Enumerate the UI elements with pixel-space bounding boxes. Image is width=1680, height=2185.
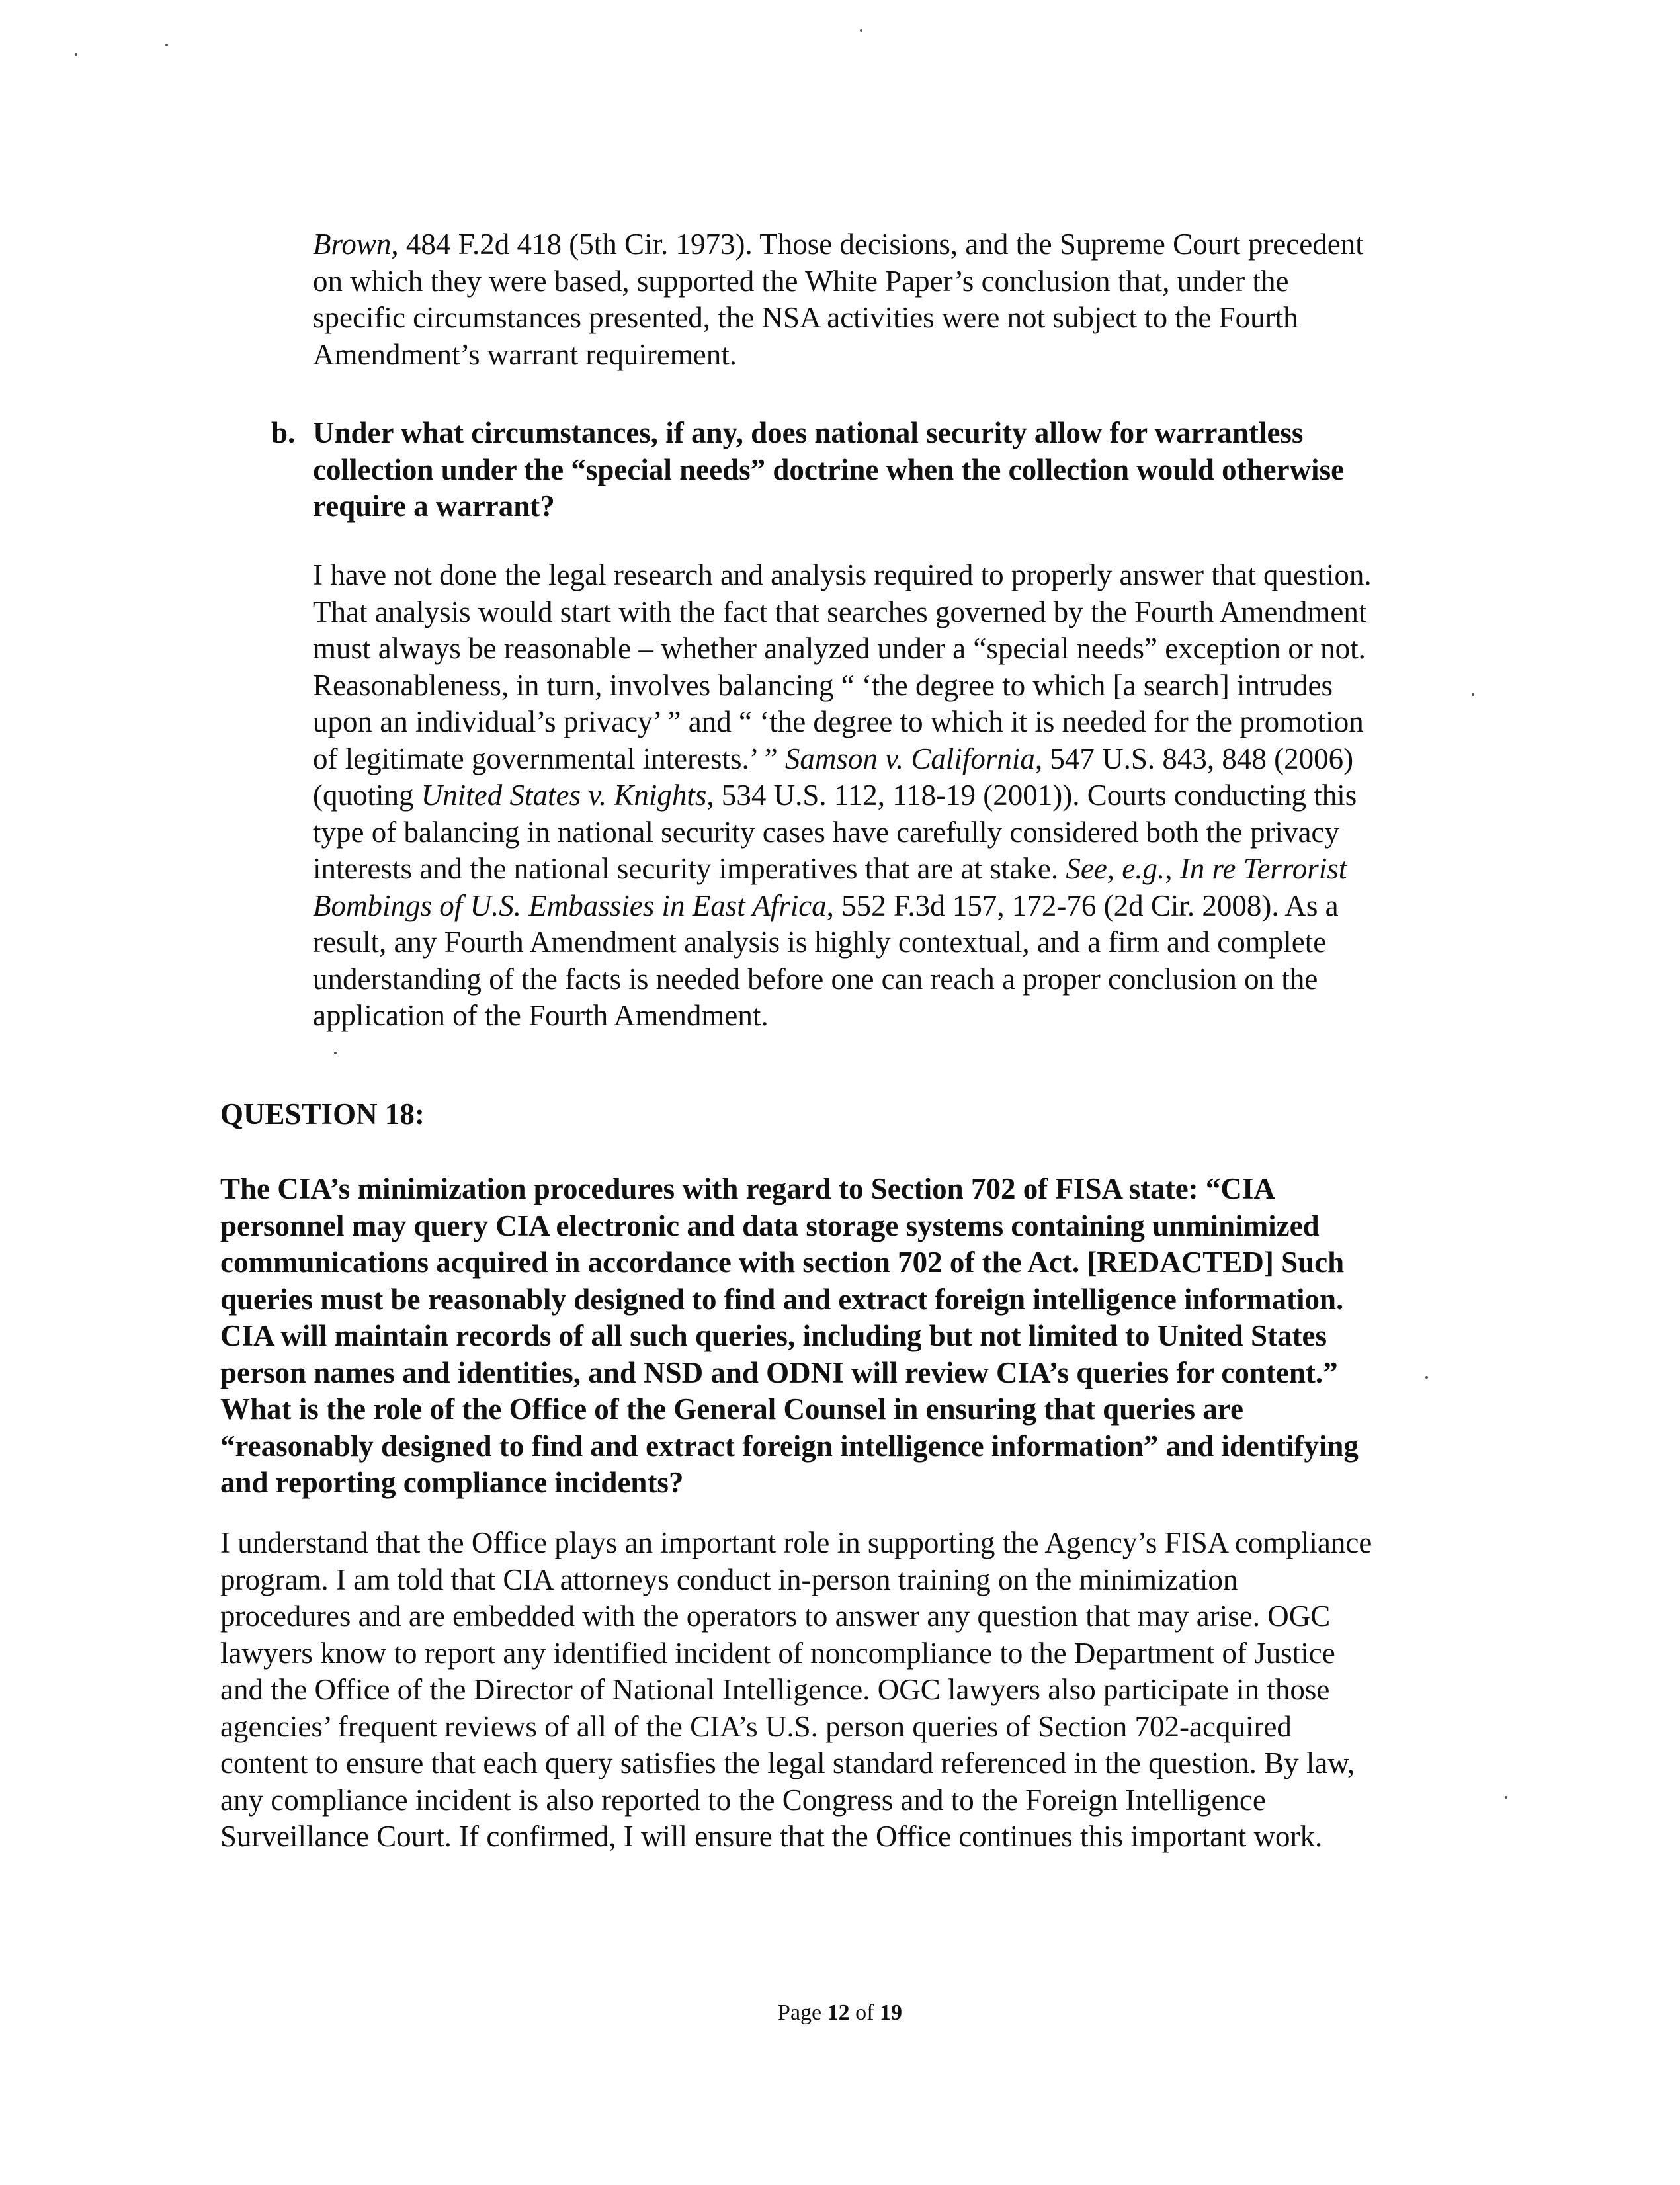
text-line: must always be reasonable – whether analyzed under a “special needs” exception or not. <box>313 632 1366 665</box>
page-word: Page <box>778 2000 822 2025</box>
line-text: , 552 F.3d 157, 172-76 (2d Cir. 2008). As a <box>826 888 1339 922</box>
text-line: lawyers know to report any identified incident of noncompliance to the Department of Justice <box>220 1636 1335 1670</box>
line-text: , 534 U.S. 112, 118-19 (2001)). Courts conducting this <box>706 779 1357 812</box>
scan-speck <box>1505 1796 1507 1799</box>
case-name: United States v. Knights <box>421 779 707 812</box>
text-line: That analysis would start with the fact that searches governed by the Fourth Amendment <box>313 595 1367 628</box>
text-line: What is the role of the Office of the General Counsel in ensuring that queries are <box>220 1392 1243 1426</box>
text-line: understanding of the facts is needed before one can reach a proper conclusion on the <box>313 962 1318 996</box>
text-line: upon an individual’s privacy’ ” and “ ‘the degree to which it is needed for the promotion <box>313 705 1364 738</box>
text-line <box>313 741 1372 778</box>
of-word: of <box>855 2000 874 2025</box>
question-b-text <box>313 415 1344 525</box>
line-text: interests and the national security imperatives that are at stake. <box>313 852 1066 885</box>
text-line: I understand that the Office plays an important role in supporting the Agency’s FISA compliance <box>220 1526 1372 1559</box>
text-line: person names and identities, and NSD and ODNI will review CIA’s queries for content.” <box>220 1355 1338 1389</box>
scan-speck <box>1472 693 1474 696</box>
scan-speck <box>75 53 77 56</box>
citation-signal: See, e.g. <box>1066 852 1165 885</box>
case-name: Bombings of U.S. Embassies in East Africa <box>313 888 827 922</box>
scan-speck <box>334 1052 337 1054</box>
text-line: The CIA’s minimization procedures with regard to Section 702 of FISA state: “CIA <box>220 1172 1275 1205</box>
current-page: 12 <box>827 2000 850 2025</box>
question-b-marker: b. <box>271 416 296 449</box>
case-name: Brown <box>313 228 392 261</box>
text-line: Surveillance Court. If confirmed, I will ensure that the Office continues this important work. <box>220 1820 1323 1853</box>
text-line: content to ensure that each query satisfies the legal standard referenced in the question. By law, <box>220 1746 1355 1779</box>
text-line <box>313 226 1364 263</box>
text-line: queries must be reasonably designed to find and extract foreign intelligence information. <box>220 1282 1344 1316</box>
text-line: Amendment’s warrant requirement. <box>313 337 737 371</box>
text-line: Under what circumstances, if any, does national security allow for warrantless <box>313 416 1304 449</box>
line-text: , 547 U.S. 843, 848 (2006) <box>1034 742 1354 775</box>
answer-18 <box>220 1525 1372 1856</box>
text-line: collection under the “special needs” doctrine when the collection would otherwise <box>313 452 1345 486</box>
top-paragraph <box>313 226 1364 373</box>
text-line: result, any Fourth Amendment analysis is highly contextual, and a firm and complete <box>313 925 1327 959</box>
case-name: In re Terrorist <box>1179 852 1347 885</box>
text-line: application of the Fourth Amendment. <box>313 999 769 1032</box>
text-line: Reasonableness, in turn, involves balancing “ ‘the degree to which [a search] intrudes <box>313 668 1333 702</box>
scan-speck <box>1425 1376 1428 1379</box>
question-18-text <box>220 1171 1359 1502</box>
text-line: communications acquired in accordance with section 702 of the Act. [REDACTED] Such <box>220 1246 1345 1279</box>
text-line: and reporting compliance incidents? <box>220 1466 684 1499</box>
text-line <box>313 777 1372 814</box>
scan-speck <box>860 29 862 32</box>
text-line: I have not done the legal research and analysis required to properly answer that question. <box>313 558 1372 591</box>
total-pages: 19 <box>879 2000 902 2025</box>
text-line <box>313 851 1372 888</box>
text-line: “reasonably designed to find and extract foreign intelligence information” and identifying <box>220 1429 1359 1463</box>
text-line: personnel may query CIA electronic and data storage systems containing unminimized <box>220 1209 1320 1242</box>
text-line: and the Office of the Director of National Intelligence. OGC lawyers also participate in those <box>220 1673 1330 1706</box>
page-number <box>0 2000 1680 2026</box>
line-text: , <box>1165 852 1180 885</box>
text-line: program. I am told that CIA attorneys conduct in-person training on the minimization <box>220 1563 1238 1596</box>
text-line: agencies’ frequent reviews of all of the CIA’s U.S. person queries of Section 702-acquired <box>220 1709 1292 1743</box>
text-line: CIA will maintain records of all such queries, including but not limited to United States <box>220 1319 1327 1352</box>
text-line: type of balancing in national security cases have carefully considered both the privacy <box>313 815 1339 849</box>
text-line: procedures and are embedded with the operators to answer any question that may arise. OGC <box>220 1600 1331 1633</box>
text-line: specific circumstances presented, the NSA activities were not subject to the Fourth <box>313 301 1298 334</box>
question-18-heading: QUESTION 18: <box>220 1097 425 1131</box>
text-line: on which they were based, supported the White Paper’s conclusion that, under the <box>313 264 1289 298</box>
text-line <box>313 888 1372 925</box>
answer-b <box>313 557 1372 1035</box>
line-text: of legitimate governmental interests.’ ” <box>313 742 785 775</box>
text-line: require a warrant? <box>313 490 555 523</box>
scan-speck <box>165 44 168 46</box>
case-name: Samson v. California <box>784 742 1035 775</box>
line-text: , 484 F.2d 418 (5th Cir. 1973). Those decisions, and the Supreme Court precedent <box>391 228 1364 261</box>
text-line: any compliance incident is also reported to the Congress and to the Foreign Intelligence <box>220 1783 1266 1817</box>
line-text: (quoting <box>313 779 421 812</box>
